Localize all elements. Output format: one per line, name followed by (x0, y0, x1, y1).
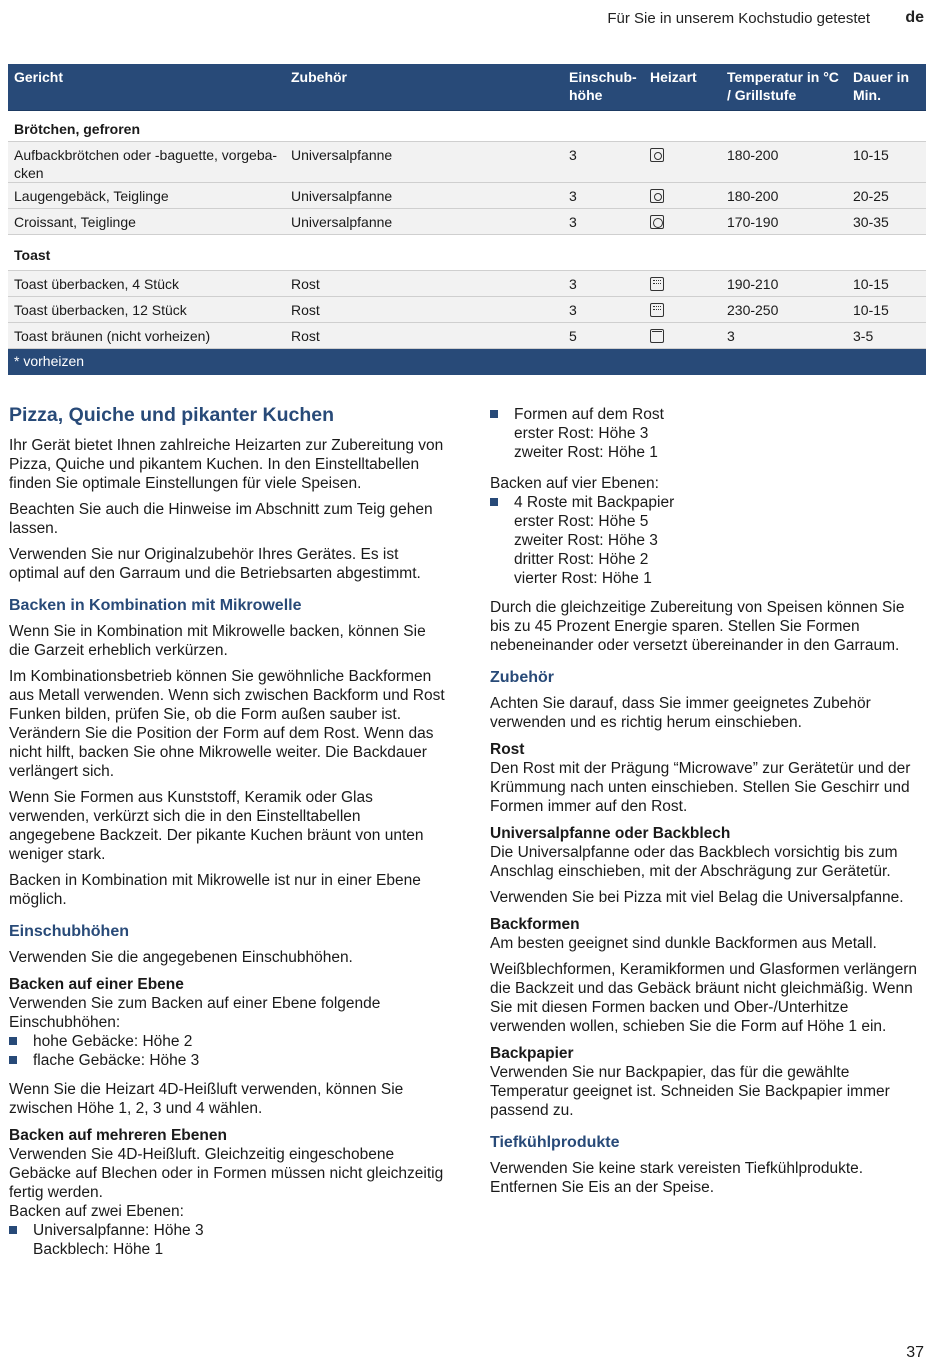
cell-hoehe: 3 (569, 302, 577, 318)
table-row (8, 183, 926, 209)
paragraph: Wenn Sie Formen aus Kunststoff, Keramik oder Glas verwenden, verkürzt sich die in den Einstelltabellen angegebene Backzeit. Der pikante Kuchen bräunt von unten weniger stark. (9, 789, 424, 863)
cell-dauer: 30-35 (853, 214, 889, 230)
bullet-icon (490, 498, 498, 506)
paragraph: Ihr Gerät bietet Ihnen zahlreiche Heizarten zur Zubereitung von Pizza, Quiche und pikantem Kuchen. In den Einstelltabellen finden Sie optimale Einstellungen für viele Speisen. (9, 437, 444, 492)
section-title: Pizza, Quiche und pikanter Kuchen (9, 404, 335, 426)
table-group-header (8, 111, 926, 142)
paragraph: Weißblechformen, Keramikformen und Glasformen verlängern die Backzeit und das Gebäck bräunt nicht gleichmäßig. Wenn Sie mit diesen Formen backen und Ober-/Unterhitze verwenden wollen, schieben Sie die Form auf Höhe 1 ein. (490, 961, 918, 1035)
cell-hoehe: 3 (569, 276, 577, 292)
list (9, 1221, 449, 1259)
cell-dauer: 10-15 (853, 276, 889, 292)
heissluft-icon (650, 146, 664, 164)
heading: Backformen (490, 916, 580, 933)
cell-gericht: Toast überbacken, 12 Stück (14, 302, 187, 318)
paragraph: Backen auf vier Ebenen: (490, 475, 659, 492)
list (490, 493, 925, 588)
cell-hoehe: 3 (569, 147, 577, 163)
table-row (8, 209, 926, 235)
paragraph: Wenn Sie in Kombination mit Mikrowelle backen, können Sie die Garzeit erheblich verkürzen. (9, 623, 426, 659)
list-item: flache Gebäcke: Höhe 3 (9, 1051, 449, 1070)
paragraph: Den Rost mit der Prägung “Microwave” zur Gerätetür und der Krümmung nach unten einschieben. Stellen Sie Geschirr und Formen immer auf den Rost. (490, 760, 911, 815)
table-row (8, 297, 926, 323)
cell-zubehoer: Universalpfanne (291, 188, 393, 204)
cell-temp: 190-210 (727, 276, 779, 292)
grill-umluft-icon (650, 275, 664, 293)
cell-gericht: Laugengebäck, Teiglinge (14, 188, 169, 204)
cell-dauer: 3-5 (853, 328, 874, 344)
cell-temp: 180-200 (727, 188, 779, 204)
page-number: 37 (906, 1344, 924, 1361)
paragraph: Am besten geeignet sind dunkle Backformen aus Metall. (490, 935, 877, 952)
left-column (9, 403, 449, 1269)
cell-hoehe: 5 (569, 328, 577, 344)
paragraph: Wenn Sie die Heizart 4D-Heißluft verwenden, können Sie zwischen Höhe 1, 2, 3 und 4 wählen. (9, 1081, 404, 1117)
col-heizart: Heizart (650, 69, 697, 85)
right-column (490, 405, 925, 1204)
cell-gericht: Aufbackbrötchen oder -baguette, vorgeba- cken (14, 147, 278, 181)
paragraph: Die Universalpfanne oder das Backblech vorsichtig bis zum Anschlag einschieben, mit der Abschrägung zur Gerätetür. (490, 844, 898, 880)
cell-hoehe: 3 (569, 214, 577, 230)
subsection-title: Zubehör (490, 669, 554, 686)
heading: Backen auf mehreren Ebenen (9, 1127, 227, 1144)
subsection-title: Backen in Kombination mit Mikrowelle (9, 597, 302, 614)
heading: Backpapier (490, 1045, 574, 1062)
col-gericht: Gericht (14, 69, 64, 85)
heissluft-icon (650, 187, 664, 205)
paragraph: Verwenden Sie die angegebenen Einschubhöhen. (9, 949, 353, 966)
paragraph: Verwenden Sie keine stark vereisten Tiefkühlprodukte. Entfernen Sie Eis an der Speise. (490, 1160, 864, 1196)
list-item: Universalpfanne: Höhe 3 Backblech: Höhe 1 (9, 1221, 449, 1259)
grill-grossflaechig-icon (650, 327, 664, 345)
col-zubehoer: Zubehör (291, 69, 347, 85)
paragraph: Backen in Kombination mit Mikrowelle ist nur in einer Ebene möglich. (9, 872, 421, 908)
grill-umluft-icon (650, 301, 664, 319)
cell-temp: 170-190 (727, 214, 779, 230)
list-item: 4 Roste mit Backpapier erster Rost: Höhe 5 zweiter Rost: Höhe 3 dritter Rost: Höhe 2 vierter Rost: Höhe 1 (490, 493, 925, 588)
header-title: Für Sie in unserem Kochstudio getestet (607, 10, 870, 27)
table-row (8, 142, 926, 183)
paragraph: Backen auf zwei Ebenen: (9, 1203, 184, 1220)
heading: Universalpfanne oder Backblech (490, 825, 731, 842)
subsection-title: Tiefkühlprodukte (490, 1134, 620, 1151)
cell-dauer: 10-15 (853, 302, 889, 318)
paragraph: Beachten Sie auch die Hinweise im Abschnitt zum Teig gehen lassen. (9, 501, 433, 537)
bullet-icon (9, 1056, 17, 1064)
paragraph: Im Kombinationsbetrieb können Sie gewöhnliche Backformen aus Metall verwenden. Wenn sich zwischen Backform und Rost Funken bilden, prüfen Sie, ob die Form außen sauber ist. Verändern Sie die Position der Form auf dem Rost. Wenn das nicht hilft, backen Sie ohne Mikrowelle weiter. Die Backdauer verlängert sich. (9, 668, 445, 780)
cell-zubehoer: Rost (291, 276, 320, 292)
paragraph: Verwenden Sie nur Backpapier, das für die gewählte Temperatur geeignet ist. Schneiden Sie Backpapier immer passend zu. (490, 1064, 890, 1119)
cell-dauer: 10-15 (853, 147, 889, 163)
bullet-icon (490, 410, 498, 418)
page-header (0, 8, 950, 30)
cell-hoehe: 3 (569, 188, 577, 204)
heissluft-4d-icon (650, 213, 664, 231)
paragraph: Verwenden Sie 4D-Heißluft. Gleichzeitig eingeschobene Gebäcke auf Blechen oder in Formen müssen nicht gleichzeitig fertig werden. (9, 1146, 444, 1201)
subsection-title: Einschubhöhen (9, 923, 129, 940)
cell-zubehoer: Universalpfanne (291, 214, 393, 230)
list (490, 405, 925, 462)
heading: Backen auf einer Ebene (9, 976, 184, 993)
cell-temp: 230-250 (727, 302, 779, 318)
settings-table (8, 64, 926, 375)
cell-zubehoer: Rost (291, 328, 320, 344)
table-row (8, 323, 926, 349)
table-group-header (8, 235, 926, 271)
bullet-icon (9, 1037, 17, 1045)
group-name: Brötchen, gefroren (14, 121, 141, 137)
header-language: de (905, 9, 924, 26)
paragraph: Verwenden Sie bei Pizza mit viel Belag die Universalpfanne. (490, 889, 904, 906)
list (9, 1032, 449, 1070)
group-name: Toast (14, 247, 51, 263)
paragraph: Verwenden Sie nur Originalzubehör Ihres Gerätes. Es ist optimal auf den Garraum und die Betriebsarten abgestimmt. (9, 546, 421, 582)
col-temperatur: Temperatur in °C / Grillstufe (727, 69, 839, 103)
cell-temp: 3 (727, 328, 735, 344)
cell-temp: 180-200 (727, 147, 779, 163)
cell-zubehoer: Rost (291, 302, 320, 318)
col-dauer: Dauer in Min. (853, 69, 910, 103)
paragraph: Verwenden Sie zum Backen auf einer Ebene folgende Einschubhöhen: (9, 995, 381, 1031)
cell-gericht: Croissant, Teiglinge (14, 214, 136, 230)
paragraph: Durch die gleichzeitige Zubereitung von Speisen können Sie bis zu 45 Prozent Energie sparen. Stellen Sie Formen nebeneinander oder versetzt übereinander in den Garraum. (490, 599, 905, 654)
bullet-icon (9, 1226, 17, 1234)
table-header (8, 64, 926, 111)
list-item: hohe Gebäcke: Höhe 2 (9, 1032, 449, 1051)
table-row (8, 271, 926, 297)
footnote-text: * vorheizen (14, 353, 85, 369)
cell-zubehoer: Universalpfanne (291, 147, 393, 163)
cell-dauer: 20-25 (853, 188, 889, 204)
table-footnote (8, 349, 926, 375)
heading: Rost (490, 741, 525, 758)
col-einschubhoehe: Einschub- höhe (569, 69, 637, 103)
list-item: Formen auf dem Rost erster Rost: Höhe 3 zweiter Rost: Höhe 1 (490, 405, 925, 462)
paragraph: Achten Sie darauf, dass Sie immer geeignetes Zubehör verwenden und es richtig herum einschieben. (490, 695, 871, 731)
cell-gericht: Toast bräunen (nicht vorheizen) (14, 328, 211, 344)
cell-gericht: Toast überbacken, 4 Stück (14, 276, 179, 292)
